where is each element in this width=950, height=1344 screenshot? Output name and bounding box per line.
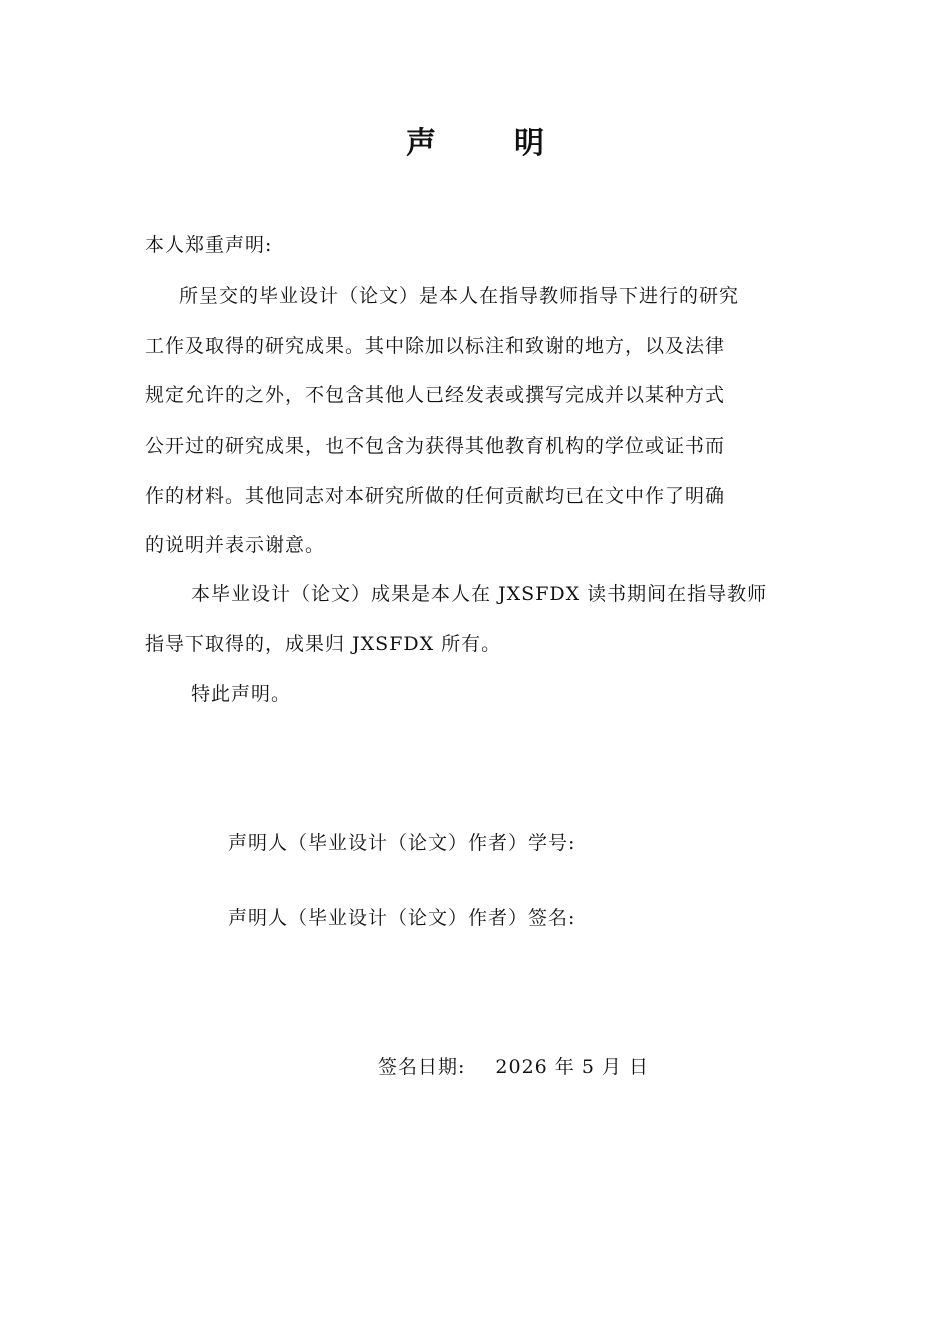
page-title: 声明 [406, 126, 622, 161]
date-value: 2026 年 5 月 日 [495, 1056, 650, 1078]
paragraph2-line: 本毕业设计（论文）成果是本人在 JXSFDX 读书期间在指导教师 [191, 583, 768, 605]
paragraph1-line: 的说明并表示谢意。 [145, 534, 326, 556]
paragraph1-line: 作的材料。其他同志对本研究所做的任何贡献均已在文中作了明确 [145, 485, 726, 507]
paragraph1-line: 所呈交的毕业设计（论文）是本人在指导教师指导下进行的研究 [179, 285, 740, 307]
paragraph2-line: 指导下取得的，成果归 JXSFDX 所有。 [145, 633, 502, 655]
student-id-label: 声明人（毕业设计（论文）作者）学号: [228, 832, 576, 854]
declaration-body [145, 0, 805, 1344]
paragraph1-line: 公开过的研究成果，也不包含为获得其他教育机构的学位或证书而 [145, 435, 726, 457]
signing-date [378, 1052, 649, 1079]
paragraph1-line: 规定允许的之外，不包含其他人已经发表或撰写完成并以某种方式 [145, 384, 726, 406]
paragraph1-line: 工作及取得的研究成果。其中除加以标注和致谢的地方，以及法律 [145, 335, 726, 357]
signature-label: 声明人（毕业设计（论文）作者）签名: [228, 907, 576, 929]
date-label: 签名日期: [378, 1056, 466, 1078]
closing-line: 特此声明。 [191, 683, 292, 705]
opening-line: 本人郑重声明: [145, 234, 273, 256]
